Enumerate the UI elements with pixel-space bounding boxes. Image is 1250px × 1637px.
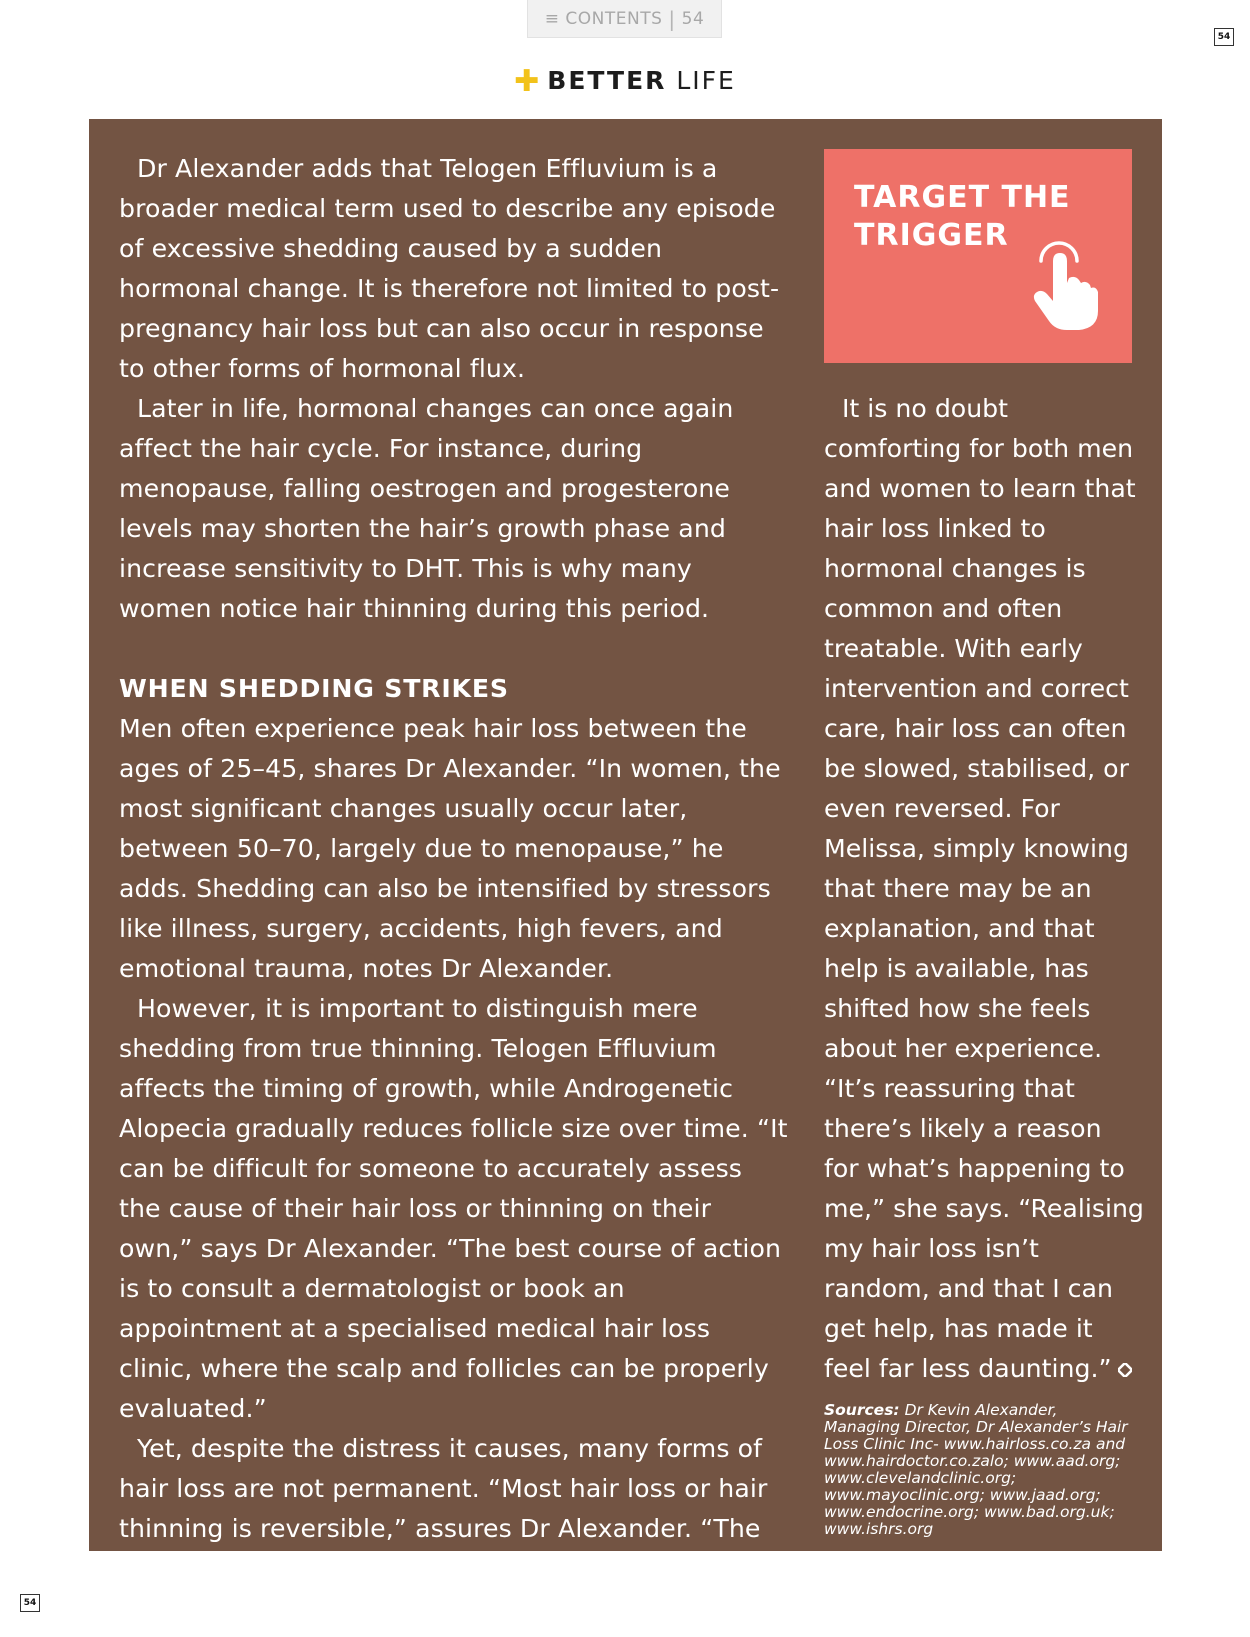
contents-nav-tab[interactable] [527,0,722,38]
plus-icon: ✚ [514,64,542,99]
side-paragraph [824,389,1144,1389]
side-paragraph-text: It is no doubt comforting for both men and women to learn that hair loss linked to hormonal changes is common and often treatable. With early intervention and correct care, hair loss can often be slowed, stabilised, or even reversed. For Melissa, simply knowing that there may be an explanation, and that help is available, has shifted how she feels about her experience. “It’s reassuring that there’s likely a reason for what’s happening to me,” she says. “Realising my hair loss isn’t random, and that I can get help, has made it feel far less daunting.” [824,394,1144,1383]
sources-note [824,1402,1134,1538]
section-header [0,64,1250,99]
body-paragraph: However, it is important to distinguish mere shedding from true thinning. Telogen Effluvium affects the timing of growth, while Androgenetic Alopecia gradually reduces follicle size over time. “It can be difficult for someone to accurately assess the cause of their hair loss or thinning on their own,” says Dr Alexander. “The best course of action is to consult a dermatologist or book an appointment at a specialised medical hair loss clinic, where the scalp and follicles can be properly evaluated.” [119,994,788,1423]
pointing-hand-icon [1029,231,1099,331]
body-paragraph: Yet, despite the distress it causes, many forms of hair loss are not permanent. “Most hair loss or hair thinning is reversible,” assures Dr Alexander. “The earlier the problem is addressed, the greater the likelihood of effective treatment.” [119,1434,768,1623]
body-paragraph: Men often experience peak hair loss between the ages of 25–45, shares Dr Alexander. “In women, the most significant changes usually occur later, between 50–70, largely due to menopause,” he adds. Shedding can also be intensified by stressors like illness, surgery, accidents, high fevers, and emotional trauma, notes Dr Alexander. [119,714,781,983]
end-mark-icon [1118,1363,1132,1377]
trigger-box-title: TARGET THE TRIGGER [854,180,1071,253]
page-number-badge-bottom[interactable]: 54 [20,1594,40,1612]
contents-page-number: 54 [681,8,705,29]
article-panel [89,119,1162,1623]
section-title-light: LIFE [676,66,736,95]
contents-separator: | [668,6,676,31]
contents-label: ≡ CONTENTS [544,8,663,29]
subheading: WHEN SHEDDING STRIKES [119,674,509,703]
section-title-bold: BETTER [547,66,667,95]
side-column [824,389,1144,1389]
main-column [119,149,789,1629]
body-paragraph: Dr Alexander adds that Telogen Effluvium is a broader medical term used to describe any episode of excessive shedding caused by a sudden hormonal change. It is therefore not limited to post-pregnancy hair loss but can also occur in response to other forms of hormonal flux. [119,154,780,383]
sources-text: Dr Kevin Alexander, Managing Director, Dr Alexander’s Hair Loss Clinic Inc- www.hairloss.co.za and www.hairdoctor.co.zalo; www.aad.org; www.clevelandclinic.org; www.mayoclinic.org; www.jaad.org; www.endocrine.org; www.bad.org.uk; www.ishrs.org [824,1401,1128,1538]
target-the-trigger-box [824,149,1132,363]
body-paragraph: Later in life, hormonal changes can once again affect the hair cycle. For instance, during menopause, falling oestrogen and progesterone levels may shorten the hair’s growth phase and increase sensitivity to DHT. This is why many women notice hair thinning during this period. [119,394,734,623]
sources-label: Sources: [824,1401,900,1419]
page-number-badge-top[interactable]: 54 [1214,28,1234,46]
